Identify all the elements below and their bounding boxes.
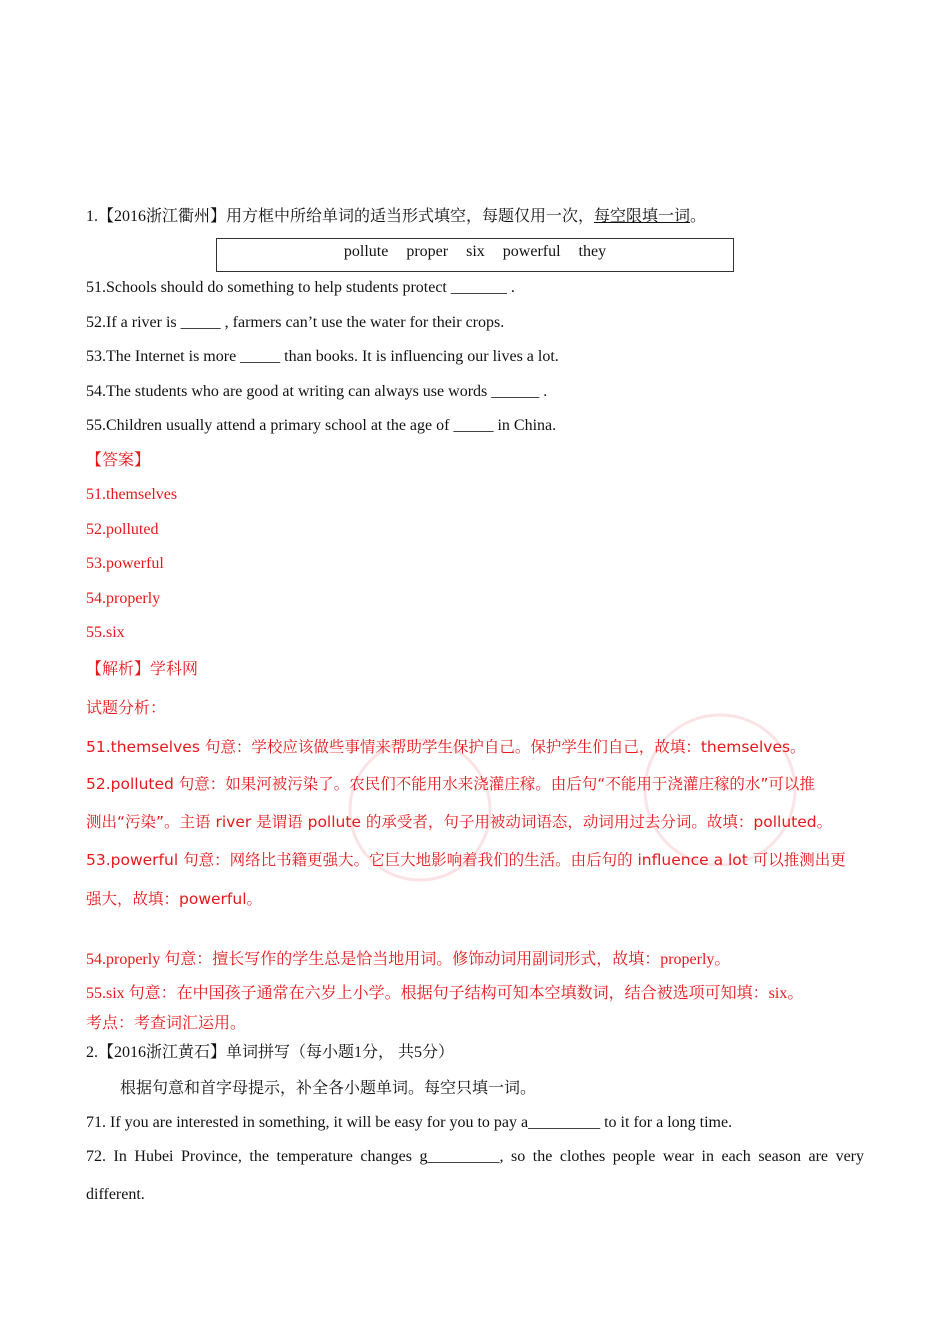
question-2-heading: 2.【2016浙江黄石】单词拼写（每小题1分， 共5分） (86, 1044, 455, 1061)
analysis-label: 【解析】学科网 (86, 659, 199, 678)
word-bank-item: powerful (502, 243, 561, 260)
question-2-instruction: 根据句意和首字母提示，补全各小题单词。每空只填一词。 (120, 1080, 537, 1097)
question-item-72: 72. In Hubei Province, the temperature changes g_________, so the clothes people wear in each season are very (86, 1148, 864, 1165)
answer-53: 53.powerful (86, 555, 164, 572)
question-item-54: 54.The students who are good at writing can always use words ______ . (86, 383, 548, 400)
answer-55: 55.six (86, 624, 125, 641)
question-item-55: 55.Children usually attend a primary school at the age of _____ in China. (86, 417, 557, 434)
answer-54: 54.properly (86, 590, 161, 607)
answer-51: 51.themselves (86, 486, 178, 503)
question-item-51: 51.Schools should do something to help students protect _______ . (86, 279, 515, 296)
word-bank-item: pollute (343, 243, 389, 260)
analysis-line: 52.polluted 句意：如果河被污染了。农民们不能用水来浇灌庄稼。由后句“不能用于浇灌庄稼的水”可以推 (86, 775, 815, 793)
watermark-stamp (300, 690, 900, 930)
analysis-line: 54.properly 句意：擅长写作的学生总是恰当地用词。修饰动词用副词形式，故填：properly。 (86, 951, 731, 968)
word-bank-box (216, 238, 734, 272)
analysis-line: 测出“污染”。主语 river 是谓语 pollute 的承受者，句子用被动词语态，动词用过去分词。故填：polluted。 (86, 813, 833, 831)
word-bank-item: proper (406, 243, 449, 260)
question-item-72-continued: different. (86, 1186, 145, 1203)
heading-text: 1.【2016浙江衢州】用方框中所给单词的适当形式填空，每题仅用一次， (86, 208, 595, 225)
exam-point: 考点：考查词汇运用。 (86, 1015, 247, 1032)
analysis-line: 55.six 句意：在中国孩子通常在六岁上小学。根据句子结构可知本空填数词，结合被选项可知填：six。 (86, 985, 804, 1002)
word-bank-item: six (466, 243, 485, 260)
word-bank-item: they (578, 243, 607, 260)
analysis-line: 强大，故填：powerful。 (86, 890, 262, 908)
answer-52: 52.polluted (86, 521, 159, 538)
analysis-subheading: 试题分析： (86, 698, 167, 717)
question-1-heading (86, 207, 706, 227)
heading-suffix: 。 (690, 208, 707, 225)
question-item-71: 71. If you are interested in something, it will be easy for you to pay a_________ to it for a long time. (86, 1114, 733, 1131)
question-item-52: 52.If a river is _____ , farmers can’t use the water for their crops. (86, 314, 505, 331)
analysis-line: 53.powerful 句意：网络比书籍更强大。它巨大地影响着我们的生活。由后句的 influence a lot 可以推测出更 (86, 851, 846, 869)
answer-label: 【答案】 (86, 452, 151, 469)
analysis-line: 51.themselves 句意：学校应该做些事情来帮助学生保护自己。保护学生们自己，故填：themselves。 (86, 738, 806, 756)
question-item-53: 53.The Internet is more _____ than books. It is influencing our lives a lot. (86, 348, 559, 365)
heading-underlined-text: 每空限填一词 (594, 208, 691, 225)
